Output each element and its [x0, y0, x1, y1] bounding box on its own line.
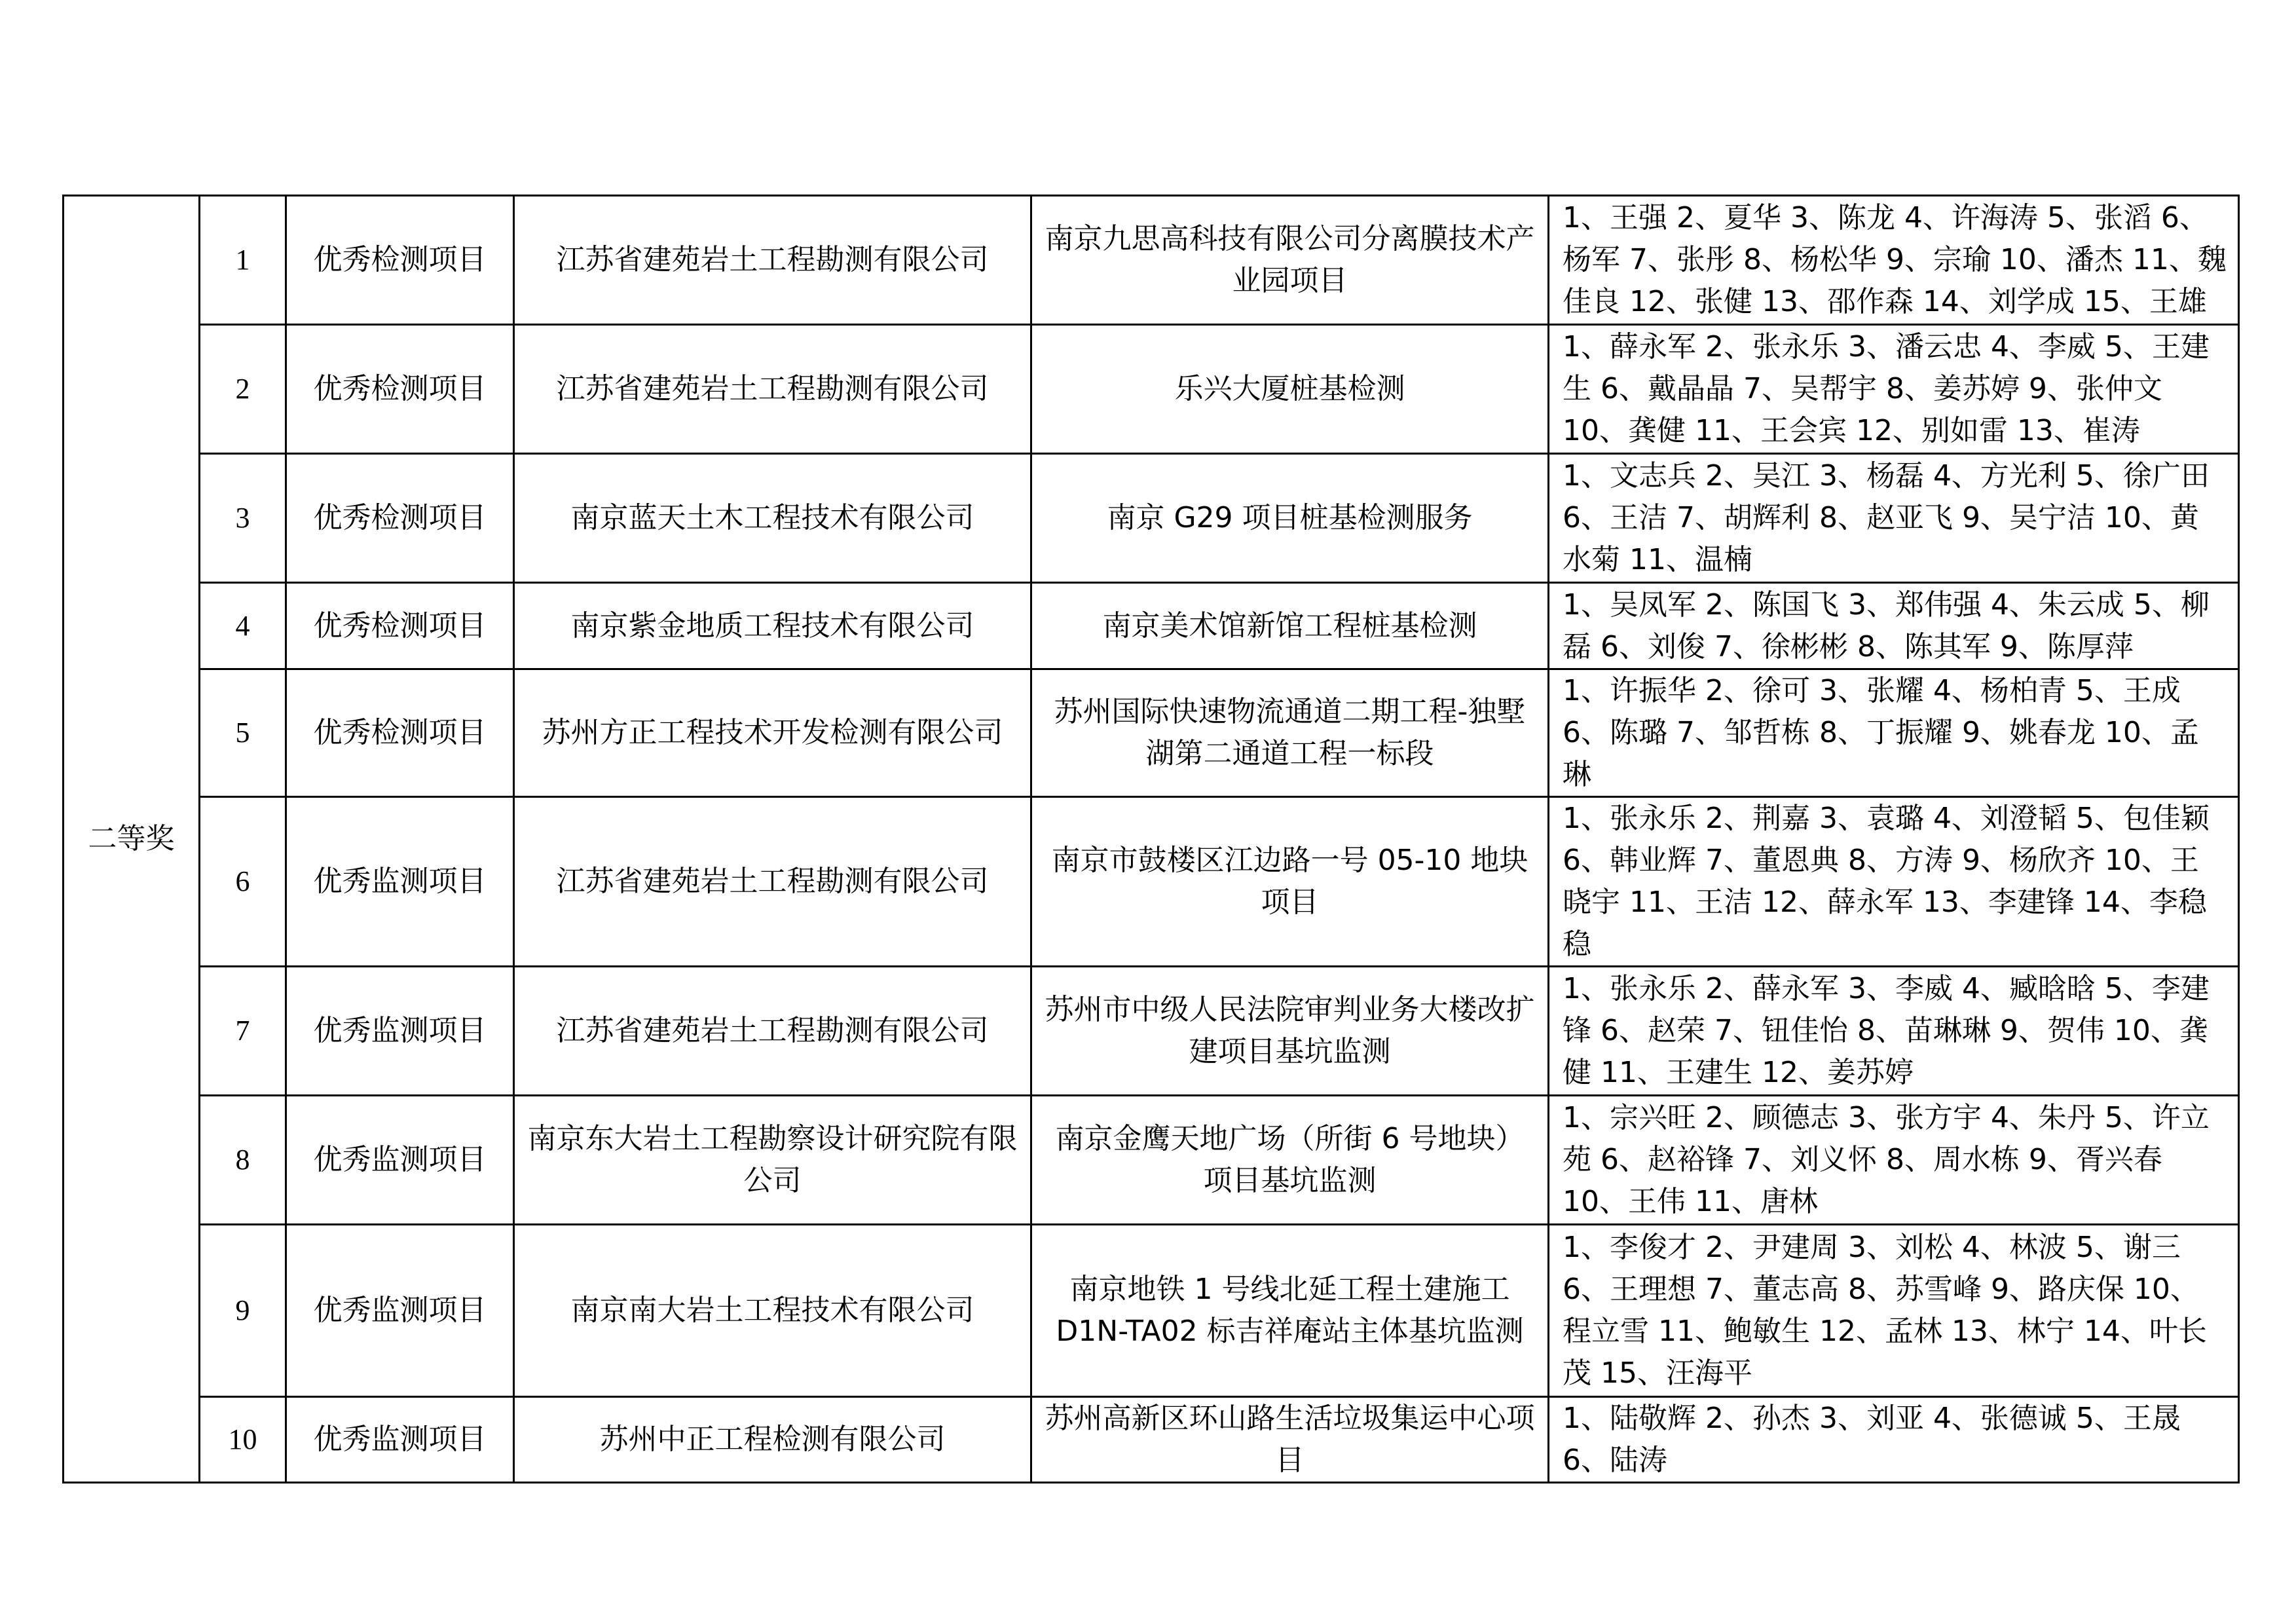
participants: 1、张永乐 2、荆嘉 3、袁璐 4、刘澄韬 5、包佳颖 6、韩业辉 7、董恩典 8、方涛 9、杨欣齐 10、王晓宇 11、王洁 12、薛永军 13、李建锋 14、李稳稳 — [1549, 797, 2239, 967]
project-type: 优秀检测项目 — [286, 583, 514, 669]
participants: 1、李俊才 2、尹建周 3、刘松 4、林波 5、谢三 6、王理想 7、董志高 8、苏雪峰 9、路庆保 10、程立雪 11、鲍敏生 12、孟林 13、林宁 14、叶长茂 15、汪海平 — [1549, 1225, 2239, 1397]
row-number: 10 — [200, 1397, 286, 1483]
participants: 1、张永乐 2、薛永军 3、李威 4、臧晗晗 5、李建锋 6、赵荣 7、钮佳怡 8、苗琳琳 9、贺伟 10、龚健 11、王建生 12、姜苏婷 — [1549, 967, 2239, 1096]
award-table-body — [64, 196, 2239, 1483]
organization: 苏州方正工程技术开发检测有限公司 — [514, 669, 1031, 797]
organization: 南京南大岩土工程技术有限公司 — [514, 1225, 1031, 1397]
participants: 1、宗兴旺 2、顾德志 3、张方宇 4、朱丹 5、许立苑 6、赵裕锋 7、刘义怀 8、周水栋 9、胥兴春 10、王伟 11、唐林 — [1549, 1096, 2239, 1225]
project-type: 优秀监测项目 — [286, 797, 514, 967]
row-number: 1 — [200, 196, 286, 325]
table-row — [64, 583, 2239, 669]
participants: 1、薛永军 2、张永乐 3、潘云忠 4、李威 5、王建生 6、戴晶晶 7、吴帮宇 8、姜苏婷 9、张仲文 10、龚健 11、王会宾 12、别如雷 13、崔涛 — [1549, 325, 2239, 454]
award-table — [62, 195, 2240, 1483]
row-number: 4 — [200, 583, 286, 669]
row-number: 7 — [200, 967, 286, 1096]
project-name: 南京美术馆新馆工程桩基检测 — [1031, 583, 1549, 669]
table-row — [64, 196, 2239, 325]
table-row — [64, 454, 2239, 583]
table-row — [64, 669, 2239, 797]
row-number: 5 — [200, 669, 286, 797]
project-name: 南京地铁 1 号线北延工程土建施工 D1N-TA02 标吉祥庵站主体基坑监测 — [1031, 1225, 1549, 1397]
organization: 苏州中正工程检测有限公司 — [514, 1397, 1031, 1483]
project-type: 优秀监测项目 — [286, 1096, 514, 1225]
participants: 1、吴凤军 2、陈国飞 3、郑伟强 4、朱云成 5、柳磊 6、刘俊 7、徐彬彬 8、陈其军 9、陈厚萍 — [1549, 583, 2239, 669]
participants: 1、王强 2、夏华 3、陈龙 4、许海涛 5、张滔 6、杨军 7、张彤 8、杨松华 9、宗瑜 10、潘杰 11、魏佳良 12、张健 13、邵作森 14、刘学成 15、王雄 — [1549, 196, 2239, 325]
project-type: 优秀监测项目 — [286, 967, 514, 1096]
project-name: 乐兴大厦桩基检测 — [1031, 325, 1549, 454]
table-row — [64, 1225, 2239, 1397]
organization: 南京蓝天土木工程技术有限公司 — [514, 454, 1031, 583]
organization: 江苏省建苑岩土工程勘测有限公司 — [514, 325, 1031, 454]
participants: 1、许振华 2、徐可 3、张耀 4、杨柏青 5、王成 6、陈璐 7、邹哲栋 8、丁振耀 9、姚春龙 10、孟琳 — [1549, 669, 2239, 797]
organization: 江苏省建苑岩土工程勘测有限公司 — [514, 797, 1031, 967]
project-type: 优秀监测项目 — [286, 1225, 514, 1397]
project-name: 南京 G29 项目桩基检测服务 — [1031, 454, 1549, 583]
row-number: 2 — [200, 325, 286, 454]
table-row — [64, 1096, 2239, 1225]
project-type: 优秀监测项目 — [286, 1397, 514, 1483]
participants: 1、陆敬辉 2、孙杰 3、刘亚 4、张德诚 5、王晟 6、陆涛 — [1549, 1397, 2239, 1483]
table-row — [64, 797, 2239, 967]
participants: 1、文志兵 2、吴江 3、杨磊 4、方光利 5、徐广田 6、王洁 7、胡辉利 8、赵亚飞 9、吴宁洁 10、黄水菊 11、温楠 — [1549, 454, 2239, 583]
project-name: 苏州国际快速物流通道二期工程-独墅湖第二通道工程一标段 — [1031, 669, 1549, 797]
row-number: 6 — [200, 797, 286, 967]
table-row — [64, 1397, 2239, 1483]
project-type: 优秀检测项目 — [286, 454, 514, 583]
organization: 江苏省建苑岩土工程勘测有限公司 — [514, 196, 1031, 325]
row-number: 9 — [200, 1225, 286, 1397]
project-name: 苏州高新区环山路生活垃圾集运中心项目 — [1031, 1397, 1549, 1483]
project-type: 优秀检测项目 — [286, 325, 514, 454]
organization: 南京紫金地质工程技术有限公司 — [514, 583, 1031, 669]
table-row — [64, 325, 2239, 454]
project-type: 优秀检测项目 — [286, 669, 514, 797]
project-name: 南京金鹰天地广场（所街 6 号地块）项目基坑监测 — [1031, 1096, 1549, 1225]
project-name: 南京九思高科技有限公司分离膜技术产业园项目 — [1031, 196, 1549, 325]
organization: 江苏省建苑岩土工程勘测有限公司 — [514, 967, 1031, 1096]
table-row — [64, 967, 2239, 1096]
project-name: 苏州市中级人民法院审判业务大楼改扩建项目基坑监测 — [1031, 967, 1549, 1096]
award-level-cell — [64, 196, 200, 1483]
row-number: 3 — [200, 454, 286, 583]
project-type: 优秀检测项目 — [286, 196, 514, 325]
organization: 南京东大岩土工程勘察设计研究院有限公司 — [514, 1096, 1031, 1225]
row-number: 8 — [200, 1096, 286, 1225]
award-level: 二等奖 — [88, 822, 175, 855]
project-name: 南京市鼓楼区江边路一号 05-10 地块项目 — [1031, 797, 1549, 967]
